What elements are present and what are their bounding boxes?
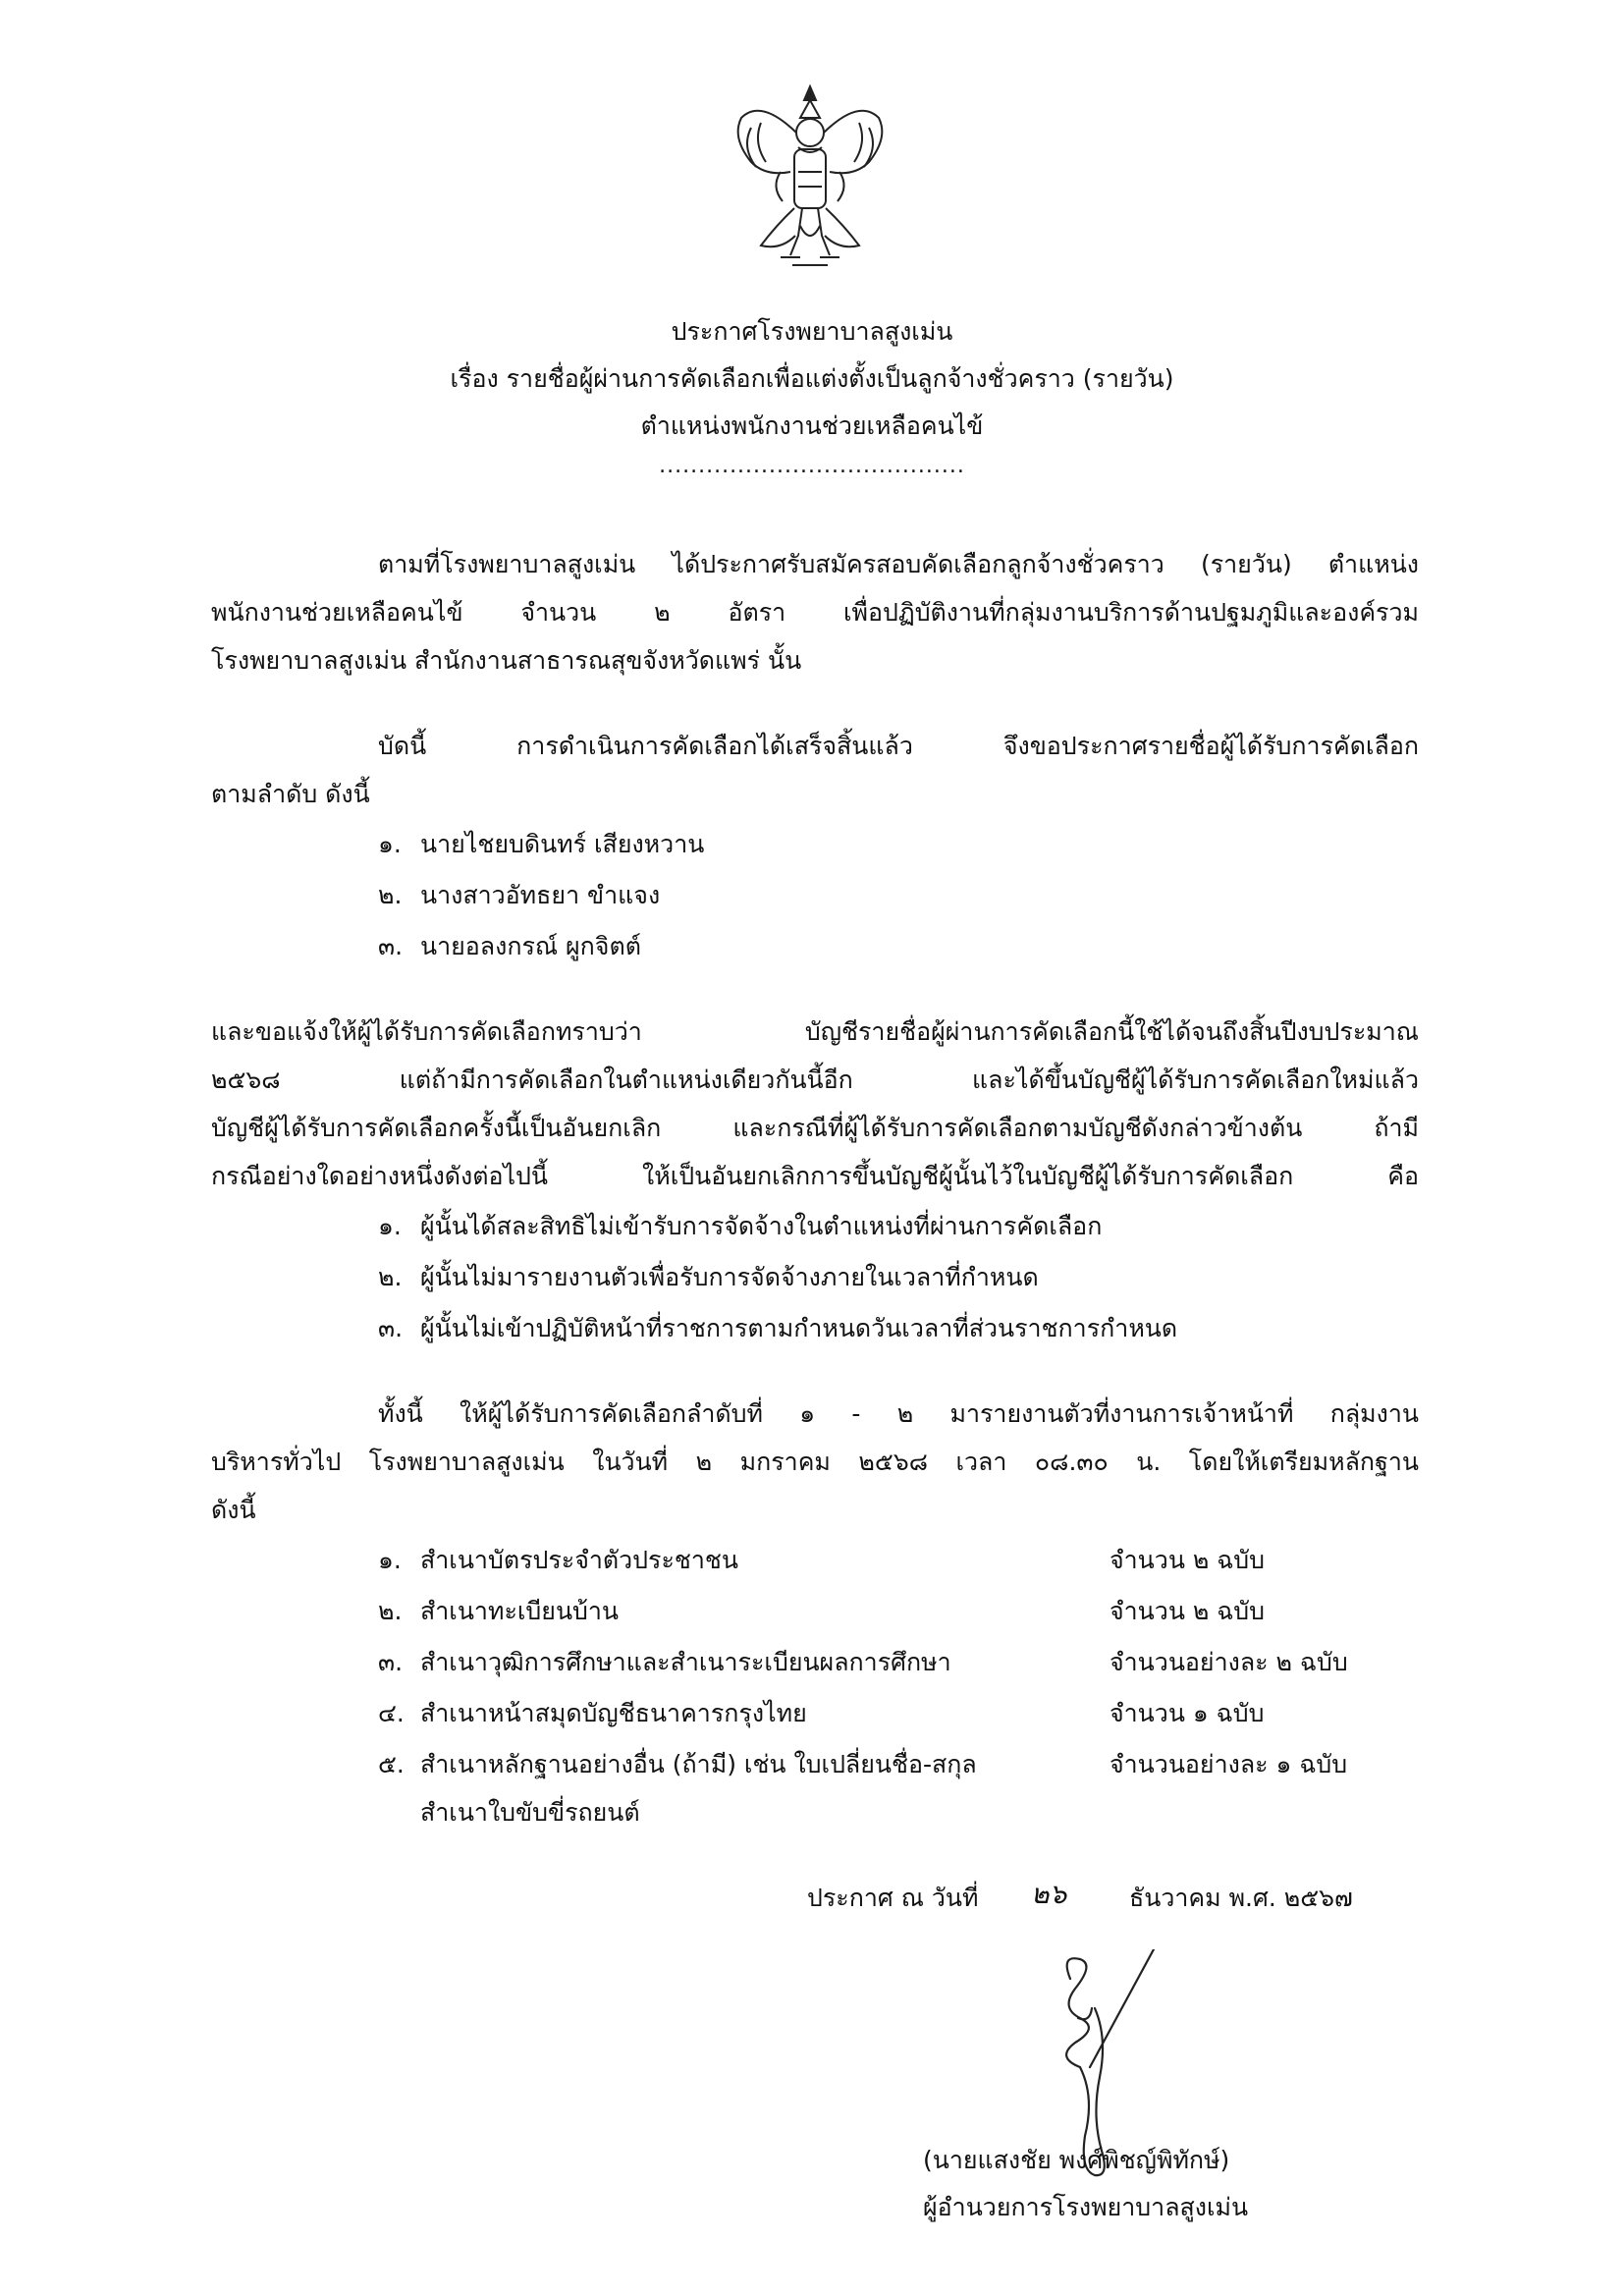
document-text: สำเนาหน้าสมุดบัญชีธนาคารกรุงไทย bbox=[420, 1699, 807, 1727]
document-copies: จำนวน ๑ ฉบับ bbox=[1110, 1699, 1265, 1727]
document-number: ๑. bbox=[378, 1546, 402, 1574]
para3-line: กรณีอย่างใดอย่างหนึ่งดังต่อไปนี้ ให้เป็นอันยกเลิกการขึ้นบัญชีผู้นั้นไว้ในบัญชีผู้ได้รับการคัดเลือก คือ bbox=[211, 1162, 1419, 1190]
document-text: สำเนาทะเบียนบ้าน bbox=[420, 1597, 620, 1625]
document-text: สำเนาหลักฐานอย่างอื่น (ถ้ามี) เช่น ใบเปลี่ยนชื่อ-สกุล bbox=[420, 1750, 977, 1778]
condition-number: ๓. bbox=[378, 1314, 404, 1342]
para3-line: และขอแจ้งให้ผู้ได้รับการคัดเลือกทราบว่า บัญชีรายชื่อผู้ผ่านการคัดเลือกนี้ใช้ได้จนถึงสิ้นปีงบประมาณ bbox=[211, 1017, 1419, 1046]
candidate-name: นางสาวอัทธยา ขำแจง bbox=[420, 881, 661, 909]
condition-number: ๑. bbox=[378, 1212, 402, 1240]
announcement-position: ตำแหน่งพนักงานช่วยเหลือคนไข้ bbox=[640, 411, 984, 440]
announcement-subject: เรื่อง รายชื่อผู้ผ่านการคัดเลือกเพื่อแต่งตั้งเป็นลูกจ้างชั่วคราว (รายวัน) bbox=[450, 364, 1174, 393]
signer-title: ผู้อำนวยการโรงพยาบาลสูงเม่น bbox=[923, 2193, 1249, 2221]
para2-line: ตามลำดับ ดังนี้ bbox=[211, 780, 370, 808]
para3-line: บัญชีผู้ได้รับการคัดเลือกครั้งนี้เป็นอันยกเลิก และกรณีที่ผู้ได้รับการคัดเลือกตามบัญชีดังกล่าวข้างต้น ถ้ามี bbox=[211, 1114, 1419, 1142]
para4-line: บริหารทั่วไป โรงพยาบาลสูงเม่น ในวันที่ ๒ มกราคม ๒๕๖๘ เวลา ๐๘.๓๐ น. โดยให้เตรียมหลักฐาน bbox=[211, 1448, 1419, 1476]
para1-line: ตามที่โรงพยาบาลสูงเม่น ได้ประกาศรับสมัครสอบคัดเลือกลูกจ้างชั่วคราว (รายวัน) ตำแหน่ง bbox=[378, 550, 1419, 578]
document-number: ๕. bbox=[378, 1750, 405, 1778]
condition-text: ผู้นั้นไม่เข้าปฏิบัติหน้าที่ราชการตามกำหนดวันเวลาที่ส่วนราชการกำหนด bbox=[420, 1314, 1178, 1342]
document-text: สำเนาวุฒิการศึกษาและสำเนาระเบียนผลการศึกษา bbox=[420, 1648, 951, 1676]
document-number: ๔. bbox=[378, 1699, 405, 1727]
document-copies: จำนวน ๒ ฉบับ bbox=[1110, 1597, 1266, 1625]
garuda-emblem-icon bbox=[722, 79, 898, 280]
candidate-number: ๒. bbox=[378, 881, 403, 909]
condition-text: ผู้นั้นไม่มารายงานตัวเพื่อรับการจัดจ้างภายในเวลาที่กำหนด bbox=[420, 1263, 1039, 1291]
announce-date-suffix: ธันวาคม พ.ศ. ๒๕๖๗ bbox=[1129, 1884, 1353, 1912]
para3-line: ๒๕๖๘ แต่ถ้ามีการคัดเลือกในตำแหน่งเดียวกันนี้อีก และได้ขึ้นบัญชีผู้ได้รับการคัดเลือกใหม่แล้ว bbox=[211, 1066, 1419, 1094]
announce-date-prefix: ประกาศ ณ วันที่ bbox=[807, 1884, 979, 1912]
para2-line: บัดนี้ การดำเนินการคัดเลือกได้เสร็จสิ้นแล้ว จึงขอประกาศรายชื่อผู้ได้รับการคัดเลือก bbox=[378, 732, 1419, 760]
announcement-title: ประกาศโรงพยาบาลสูงเม่น bbox=[671, 317, 953, 346]
candidate-name: นายไชยบดินทร์ เสียงหวาน bbox=[420, 830, 705, 858]
document-text: สำเนาบัตรประจำตัวประชาชน bbox=[420, 1546, 738, 1574]
document-number: ๓. bbox=[378, 1648, 404, 1676]
candidate-number: ๓. bbox=[378, 932, 404, 960]
title-separator: ....................................... bbox=[659, 454, 965, 478]
document-number: ๒. bbox=[378, 1597, 403, 1625]
announce-day-handwritten: ๒๖ bbox=[1031, 1878, 1067, 1910]
para4-line: ทั้งนี้ ให้ผู้ได้รับการคัดเลือกลำดับที่ ๑ - ๒ มารายงานตัวที่งานการเจ้าหน้าที่ กลุ่มงาน bbox=[378, 1399, 1419, 1428]
signer-name: (นายแสงชัย พงศ์พิชญ์พิทักษ์) bbox=[923, 2146, 1230, 2174]
document-copies: จำนวนอย่างละ ๑ ฉบับ bbox=[1110, 1750, 1348, 1778]
para1-line: โรงพยาบาลสูงเม่น สำนักงานสาธารณสุขจังหวัดแพร่ นั้น bbox=[211, 646, 802, 675]
condition-text: ผู้นั้นได้สละสิทธิไม่เข้ารับการจัดจ้างในตำแหน่งที่ผ่านการคัดเลือก bbox=[420, 1212, 1103, 1240]
document-copies: จำนวนอย่างละ ๒ ฉบับ bbox=[1110, 1648, 1348, 1676]
para1-line: พนักงานช่วยเหลือคนไข้ จำนวน ๒ อัตรา เพื่อปฏิบัติงานที่กลุ่มงานบริการด้านปฐมภูมิและองค์รวม bbox=[211, 598, 1419, 627]
document-copies: จำนวน ๒ ฉบับ bbox=[1110, 1546, 1266, 1574]
document-text-continued: สำเนาใบขับขี่รถยนต์ bbox=[420, 1798, 640, 1827]
candidate-name: นายอลงกรณ์ ผูกจิตต์ bbox=[420, 932, 641, 960]
condition-number: ๒. bbox=[378, 1263, 403, 1291]
para4-line: ดังนี้ bbox=[211, 1496, 256, 1524]
candidate-number: ๑. bbox=[378, 830, 402, 858]
